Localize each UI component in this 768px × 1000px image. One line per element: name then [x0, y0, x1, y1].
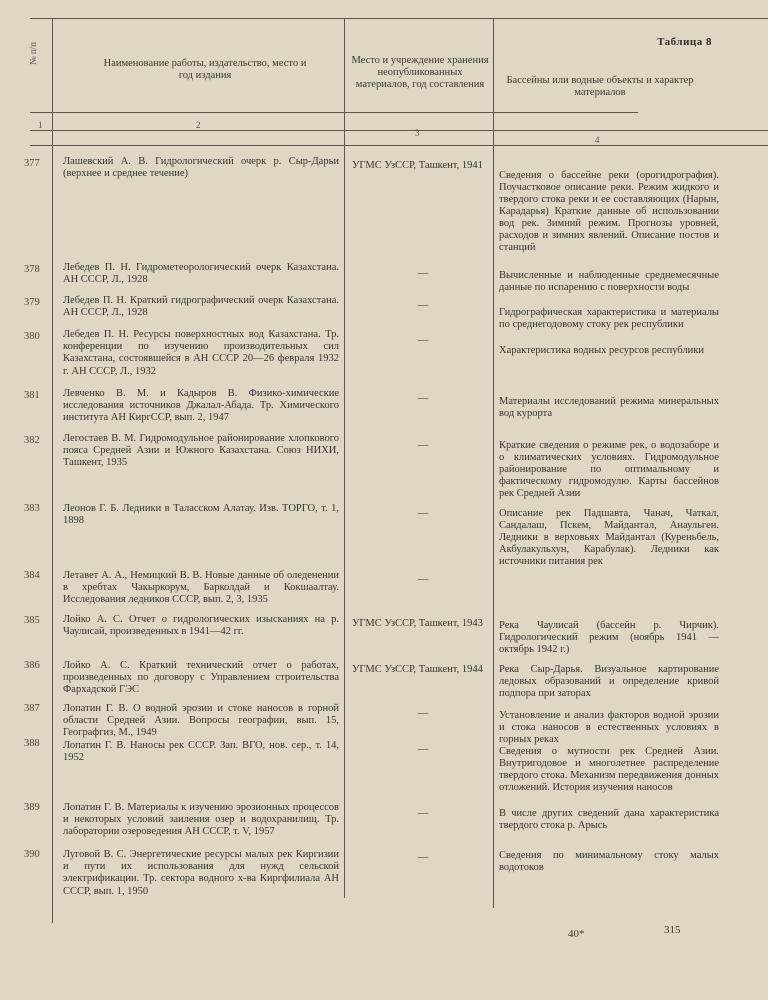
storage-place: —	[417, 440, 429, 451]
material-description: Материалы исследований режима минеральных вод курорта	[499, 396, 719, 419]
row-number: 383	[24, 503, 40, 514]
header-divider-line	[30, 112, 638, 113]
table-label: Таблица 8	[657, 36, 712, 48]
material-description: Гидрографическая характеристика и материалы по среднегодовому стоку рек республики	[499, 307, 719, 330]
storage-place: УГМС УзССР, Ташкент, 1944	[352, 664, 483, 675]
header-number: № п/п	[28, 42, 38, 65]
column-number-2: 2	[196, 120, 201, 130]
storage-place: УГМС УзССР, Ташкент, 1941	[352, 160, 483, 171]
column-divider-3	[493, 18, 494, 908]
header-basins: Бассейны или водные объекты и характер материалов	[506, 75, 694, 98]
work-title: Леонов Г. Б. Ледники в Таласском Алатау. Изв. ТОРГО, т. 1, 1898	[63, 503, 339, 527]
work-title: Лебедев П. Н. Ресурсы поверхностных вод Казахстана. Тр. конференции по изучению производительных сил Казахстана, состоявшейся в АН СССР 20—26 февраля 1932 г. АН СССР, Л., 1932	[63, 329, 339, 377]
work-title: Легостаев В. М. Гидромодульное районирование хлопкового пояса Средней Азии и Южного Казахстана. Союз НИХИ, Ташкент, 1935	[63, 433, 339, 469]
work-title: Лашевский А. В. Гидрологический очерк р. Сыр-Дарьи (верхнее и среднее течение)	[63, 156, 339, 180]
material-description: Характеристика водных ресурсов республики	[499, 345, 704, 356]
storage-place: —	[417, 393, 429, 404]
column-divider-1	[52, 18, 53, 923]
work-title: Лебедев П. Н. Гидрометеорологический очерк Казахстана. АН СССР, Л., 1928	[63, 262, 339, 286]
material-description: Сведения по минимальному стоку малых водотоков	[499, 850, 719, 873]
row-number: 382	[24, 435, 40, 446]
row-number: 378	[24, 264, 40, 275]
work-title: Лопатин Г. В. Наносы рек СССР. Зап. ВГО, нов. сер., т. 14, 1952	[63, 740, 339, 764]
column-number-4: 4	[595, 135, 600, 145]
row-number: 389	[24, 802, 40, 813]
column-number-1: 1	[38, 120, 43, 130]
work-title: Лопатин Г. В. О водной эрозии и стоке наносов в горной области Средней Азии. Вопросы географии, вып. 15, Географгиз, М., 1949	[63, 703, 339, 739]
row-number: 377	[24, 158, 40, 169]
storage-place: —	[417, 852, 429, 863]
storage-place: —	[417, 744, 429, 755]
row-number: 381	[24, 390, 40, 401]
work-title: Лебедев П. Н. Краткий гидрографический очерк Казахстана. АН СССР, Л., 1928	[63, 295, 339, 319]
work-title: Лойко А. С. Отчет о гидрологических изысканиях на р. Чаулисай, произведенных в 1941—42 гг.	[63, 614, 339, 638]
column-number-divider-line	[30, 130, 768, 131]
row-number: 379	[24, 297, 40, 308]
storage-place: —	[417, 808, 429, 819]
work-title: Левченко В. М. и Кадыров В. Физико-химические исследования источников Джалал-Абада. Тр. Химического института АН КиргССР, вып. 2, 1947	[63, 388, 339, 424]
header-storage-place: Место и учреждение хранения неопубликованных материалов, год составления	[351, 55, 489, 90]
storage-place: —	[417, 335, 429, 346]
row-number: 384	[24, 570, 40, 581]
storage-place: —	[417, 508, 429, 519]
work-title: Лопатин Г. В. Материалы к изучению эрозионных процессов и некоторых условий заиления озер и водохранилищ. Тр. лаборатории озероведения АН СССР, т. V, 1957	[63, 802, 339, 838]
material-description: Установление и анализ факторов водной эрозии и стока наносов в естественных условиях в горных реках	[499, 710, 719, 745]
column-number-bottom-line	[30, 145, 768, 146]
table-top-border	[30, 18, 768, 19]
material-description: Сведения о бассейне реки (орогидрография). Поучастковое описание реки. Режим жидкого и твердого стока реки и ее составляющих (Нарын, Карадарья) Краткие данные об использовании вод рек. Зимний режим. Прогнозы уровней, расходов и зимних явлений. Описание постов и станций	[499, 170, 719, 253]
work-title: Лойко А. С. Краткий технический отчет о работах, произведенных по договору с Управлением строительства Фархадской ГЭС	[63, 660, 339, 696]
material-description: Вычисленные и наблюденные среднемесячные данные по испарению с поверхности воды	[499, 270, 719, 293]
signature-mark: 40*	[568, 928, 585, 940]
page-number: 315	[664, 924, 681, 936]
material-description: Река Чаулисай (бассейн р. Чирчик). Гидрологический режим (ноябрь 1941 — октябрь 1942 г.)	[499, 620, 719, 655]
storage-place: —	[417, 574, 429, 585]
column-divider-2	[344, 18, 345, 898]
material-description: Краткие сведения о режиме рек, о водозаборе и о климатических условиях. Гидромодульное районирование по оптимальному и фактическому гидромодулю. Карты бассейнов рек Средней Азии	[499, 440, 719, 499]
material-description: Описание рек Падшавта, Чанач, Чаткал, Сандалаш, Пскем, Майдантал, Анаульген. Ледники в верховьях Майдантал (Куреньбель, Акбулакульхун, Карабулак). Ледники как источники питания рек	[499, 508, 719, 567]
work-title: Луговой В. С. Энергетические ресурсы малых рек Киргизии и пути их использования для нужд сельской электрификации. Тр. сектора водного х-ва Киргфилиала АН СССР, вып. 1, 1950	[63, 849, 339, 897]
storage-place: —	[417, 708, 429, 719]
row-number: 390	[24, 849, 40, 860]
row-number: 387	[24, 703, 40, 714]
row-number: 386	[24, 660, 40, 671]
material-description: Сведения о мутности рек Средней Азии. Внутригодовое и многолетнее распределение твердого стока. Механизм передвижения донных отложений. История изучения наносов	[499, 746, 719, 793]
storage-place: —	[417, 300, 429, 311]
storage-place: —	[417, 268, 429, 279]
column-number-3: 3	[415, 128, 420, 138]
header-work-title: Наименование работы, издательство, место и год издания	[103, 58, 307, 81]
row-number: 385	[24, 615, 40, 626]
row-number: 380	[24, 331, 40, 342]
row-number: 388	[24, 738, 40, 749]
material-description: В числе других сведений дана характеристика твердого стока р. Арысь	[499, 808, 719, 831]
work-title: Летавет А. А., Немицкий В. В. Новые данные об оледенении в хребтах Чакыркорум, Барколдай и Кокшаалтау. Исследования ледников СССР, вып. 2, 3, 1935	[63, 570, 339, 606]
material-description: Река Сыр-Дарья. Визуальное картирование ледовых образований и определение кривой подпора при заторах	[499, 664, 719, 699]
storage-place: УГМС УзССР, Ташкент, 1943	[352, 618, 483, 629]
